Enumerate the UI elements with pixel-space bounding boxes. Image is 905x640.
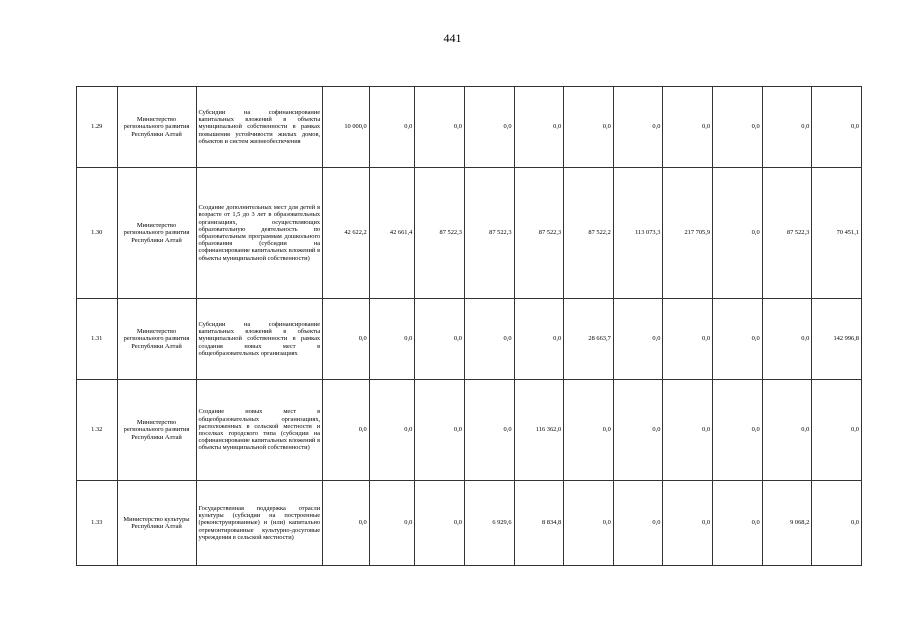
value-cell: 70 451,1 [812, 168, 862, 299]
value-cell: 0,0 [369, 481, 415, 566]
row-number: 1.32 [77, 380, 118, 481]
row-number: 1.30 [77, 168, 118, 299]
value-cell: 0,0 [812, 380, 862, 481]
value-cell: 9 068,2 [762, 481, 812, 566]
value-cell: 0,0 [323, 299, 370, 380]
row-number: 1.33 [77, 481, 118, 566]
value-cell: 42 622,2 [323, 168, 370, 299]
value-cell: 8 834,8 [514, 481, 564, 566]
value-cell: 142 996,8 [812, 299, 862, 380]
value-cell: 10 000,0 [323, 87, 370, 168]
value-cell: 0,0 [663, 481, 713, 566]
value-cell: 0,0 [663, 299, 713, 380]
value-cell: 87 522,3 [464, 168, 514, 299]
responsible-org: Министерство регионального развития Республики Алтай [117, 87, 196, 168]
value-cell: 0,0 [464, 87, 514, 168]
value-cell: 0,0 [713, 87, 763, 168]
value-cell: 0,0 [663, 87, 713, 168]
table-row [77, 87, 862, 168]
value-cell: 0,0 [323, 380, 370, 481]
measure-description: Субсидии на софинансирование капитальных вложений в объекты муниципальной собственности в рамках создания новых мест в общеобразовательных организациях [196, 299, 323, 380]
value-cell: 0,0 [812, 481, 862, 566]
row-number: 1.31 [77, 299, 118, 380]
table-row [77, 380, 862, 481]
responsible-org: Министерство культуры Республики Алтай [117, 481, 196, 566]
value-cell: 0,0 [415, 87, 465, 168]
value-cell: 0,0 [564, 481, 614, 566]
value-cell: 0,0 [713, 299, 763, 380]
responsible-org: Министерство регионального развития Республики Алтай [117, 299, 196, 380]
value-cell: 0,0 [713, 168, 763, 299]
value-cell: 0,0 [613, 481, 663, 566]
value-cell: 0,0 [613, 380, 663, 481]
value-cell: 0,0 [812, 87, 862, 168]
value-cell: 0,0 [369, 87, 415, 168]
value-cell: 0,0 [415, 481, 465, 566]
value-cell: 87 522,3 [762, 168, 812, 299]
value-cell: 0,0 [713, 481, 763, 566]
value-cell: 0,0 [415, 380, 465, 481]
value-cell: 0,0 [564, 380, 614, 481]
value-cell: 0,0 [464, 299, 514, 380]
value-cell: 87 522,3 [415, 168, 465, 299]
value-cell: 0,0 [369, 299, 415, 380]
budget-table [76, 86, 862, 566]
value-cell: 116 362,0 [514, 380, 564, 481]
value-cell: 0,0 [713, 380, 763, 481]
value-cell: 0,0 [514, 87, 564, 168]
value-cell: 0,0 [564, 87, 614, 168]
value-cell: 0,0 [663, 380, 713, 481]
responsible-org: Министерство регионального развития Республики Алтай [117, 380, 196, 481]
value-cell: 0,0 [514, 299, 564, 380]
table-row [77, 168, 862, 299]
value-cell: 0,0 [415, 299, 465, 380]
page-number: 441 [443, 31, 462, 45]
value-cell: 42 661,4 [369, 168, 415, 299]
value-cell: 28 663,7 [564, 299, 614, 380]
value-cell: 0,0 [464, 380, 514, 481]
table-row [77, 299, 862, 380]
measure-description: Создание новых мест в общеобразовательных организациях, расположенных в сельской местности и поселках городского типа (субсидии на софинансирование капитальных вложений в объекты муниципальной собственности) [196, 380, 323, 481]
value-cell: 113 073,3 [613, 168, 663, 299]
value-cell: 87 522,2 [564, 168, 614, 299]
value-cell: 87 522,3 [514, 168, 564, 299]
value-cell: 0,0 [762, 87, 812, 168]
value-cell: 0,0 [323, 481, 370, 566]
value-cell: 0,0 [369, 380, 415, 481]
value-cell: 0,0 [613, 299, 663, 380]
row-number: 1.29 [77, 87, 118, 168]
value-cell: 0,0 [762, 380, 812, 481]
measure-description: Субсидии на софинансирование капитальных вложений в объекты муниципальной собственности в рамках повышения устойчивости жилых домов, объектов и систем жизнеобеспечения [196, 87, 323, 168]
value-cell: 6 929,6 [464, 481, 514, 566]
responsible-org: Министерство регионального развития Республики Алтай [117, 168, 196, 299]
value-cell: 0,0 [762, 299, 812, 380]
measure-description: Государственная поддержка отрасли культуры (субсидии на построенные (реконструированные) и (или) капитально отремонтированные культурно-досуговые учреждения в сельской местности) [196, 481, 323, 566]
value-cell: 0,0 [613, 87, 663, 168]
value-cell: 217 705,9 [663, 168, 713, 299]
measure-description: Создание дополнительных мест для детей в возрасте от 1,5 до 3 лет в образовательных организациях, осуществляющих образовательную деятельность по образовательным программам дошкольного образования (субсидии на софинансирование капитальных вложений в объекты муниципальной собственности) [196, 168, 323, 299]
table-row [77, 481, 862, 566]
